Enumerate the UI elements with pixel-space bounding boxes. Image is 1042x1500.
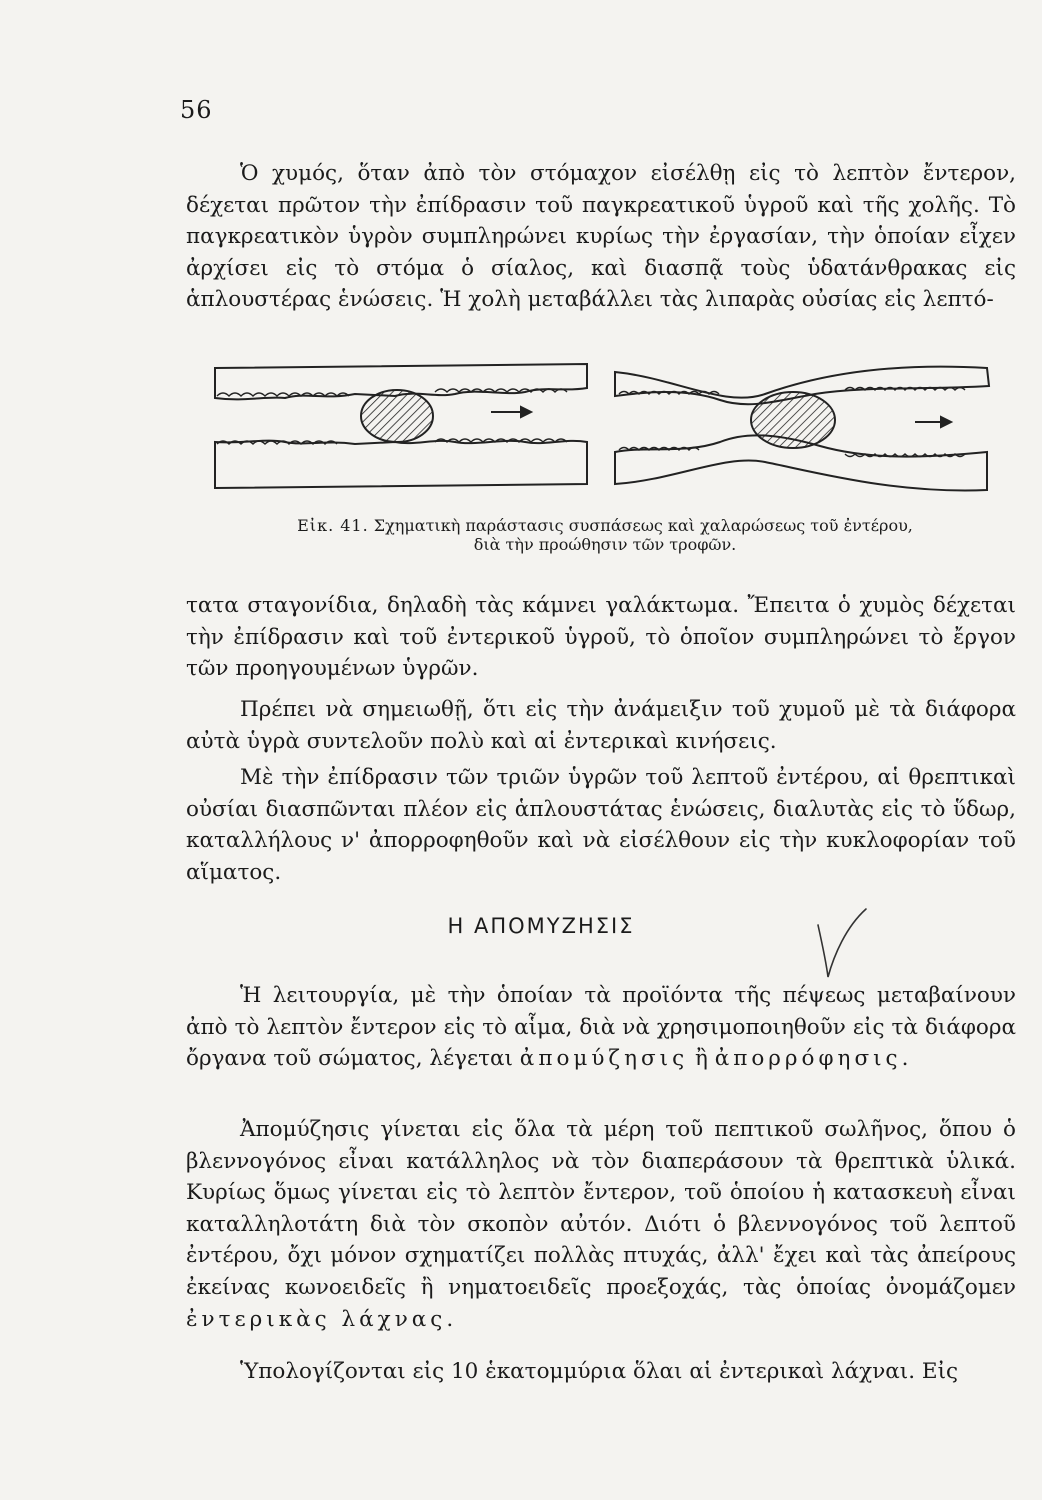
absorption-location-text: Ἀπομύζησις γίνεται εἰς ὅλα τὰ μέρη τοῦ πεπτικοῦ σωλῆνος, ὅπου ὁ βλεννογόνος εἶναι κατάλληλος νὰ τὸν διαπεράσουν τὰ θρεπτικὰ ὑλικά. Κυρίως ὅμως γίνεται εἰς τὸ λεπτὸν ἔντερον, τοῦ ὁποίου ἡ κατασκευὴ εἶναι καταλληλοτάτη διὰ τὸν σκοπὸν αὐτόν. Διότι ὁ βλεννογόνος τοῦ λεπτοῦ ἐντέρου, ὄχι μόνον σχηματίζει πολλὰς πτυχάς, ἀλλ' ἔχει καὶ τὰς ἀπείρους ἐκείνας κωνοειδεῖς ἢ νηματοειδεῖς προεξοχάς, τὰς ὁποίας ὀνομάζομεν	[186, 1117, 1016, 1300]
absorption-location-end: .	[446, 1306, 454, 1332]
figure-caption-line2: διὰ τὴν προώθησιν τῶν τροφῶν.	[473, 535, 737, 554]
figure-label: Εἰκ. 41.	[297, 516, 369, 535]
paragraph-villi-count: Ὑπολογίζονται εἰς 10 ἑκατομμύρια ὅλαι αἱ ἐντερικαὶ λάχναι. Εἰς	[240, 1359, 959, 1384]
food-bolus-right	[751, 392, 835, 448]
arrow-right-icon	[491, 407, 531, 417]
intestine-figure	[205, 350, 1000, 510]
paragraph-nutrients: Μὲ τὴν ἐπίδρασιν τῶν τριῶν ὑγρῶν τοῦ λεπτοῦ ἐντέρου, αἱ θρεπτικαὶ οὐσίαι διασπῶνται πλέον εἰς ἁπλουστάτας ἑνώσεις, διαλυτὰς εἰς τὸ ὕδωρ, καταλλήλους ν' ἀπορροφηθοῦν καὶ νὰ εἰσέλθουν εἰς τὴν κυκλοφορίαν τοῦ αἵματος.	[186, 765, 1016, 885]
page-number: 56	[180, 96, 213, 124]
section-heading: Η ΑΠΟΜΥΖΗΣΙΣ	[447, 914, 635, 938]
paragraph-absorption-location	[186, 1114, 1016, 1335]
paragraph-movements: Πρέπει νὰ σημειωθῇ, ὅτι εἰς τὴν ἀνάμειξιν τοῦ χυμοῦ μὲ τὰ διάφορα αὐτὰ ὑγρὰ συντελοῦν πολὺ καὶ αἱ ἐντερικαὶ κινήσεις.	[186, 697, 1016, 754]
absorption-definition-text: Ἡ λειτουργία, μὲ τὴν ὁποίαν τὰ προϊόντα τῆς πέψεως μεταβαίνουν ἀπὸ τὸ λεπτὸν ἔντερον εἰς τὸ αἷμα, διὰ νὰ χρησιμοποιηθοῦν εἰς τὰ διάφορα ὄργανα τοῦ σώματος, λέγεται	[186, 983, 1016, 1072]
term-aporrofesis: ἀπορρόφησις	[714, 1046, 902, 1072]
term-villi: ἐντερικὰς λάχνας	[186, 1306, 447, 1332]
paragraph-emulsion: τατα σταγονίδια, δηλαδὴ τὰς κάμνει γαλάκτωμα. Ἔπειτα ὁ χυμὸς δέχεται τὴν ἐπίδρασιν καὶ τοῦ ἐντερικοῦ ὑγροῦ, τὸ ὁποῖον συμπληρώνει τὸ ἔργον τῶν προηγουμένων ὑγρῶν.	[186, 593, 1016, 682]
paragraph-chyme: Ὁ χυμός, ὅταν ἀπὸ τὸν στόμαχον εἰσέλθῃ εἰς τὸ λεπτὸν ἔντερον, δέχεται πρῶτον τὴν ἐπίδρασιν τοῦ παγκρεατικοῦ ὑγροῦ καὶ τῆς χολῆς. Τὸ παγκρεατικὸν ὑγρὸν συμπληρώνει κυρίως τὴν ἐργασίαν, τὴν ὁποίαν εἶχεν ἀρχίσει εἰς τὸ στόμα ὁ σίαλος, καὶ διασπᾷ τοὺς ὑδατάνθρακας εἰς ἁπλουστέρας ἑνώσεις. Ἡ χολὴ μεταβάλλει τὰς λιπαρὰς οὐσίας εἰς λεπτό-	[186, 161, 1016, 313]
handwritten-check-mark	[812, 905, 872, 980]
figure-caption	[215, 516, 995, 554]
paragraph-absorption-definition	[186, 980, 1016, 1075]
arrow-right-icon	[915, 417, 951, 427]
figure-caption-line1: Σχηματικὴ παράστασις συσπάσεως καὶ χαλαρώσεως τοῦ ἐντέρου,	[373, 516, 913, 535]
term-apomyzesis: ἀπομύζησις	[519, 1046, 689, 1072]
absorption-definition-end: .	[901, 1046, 909, 1072]
term-separator: ἢ	[688, 1046, 715, 1072]
food-bolus-left	[361, 390, 433, 442]
